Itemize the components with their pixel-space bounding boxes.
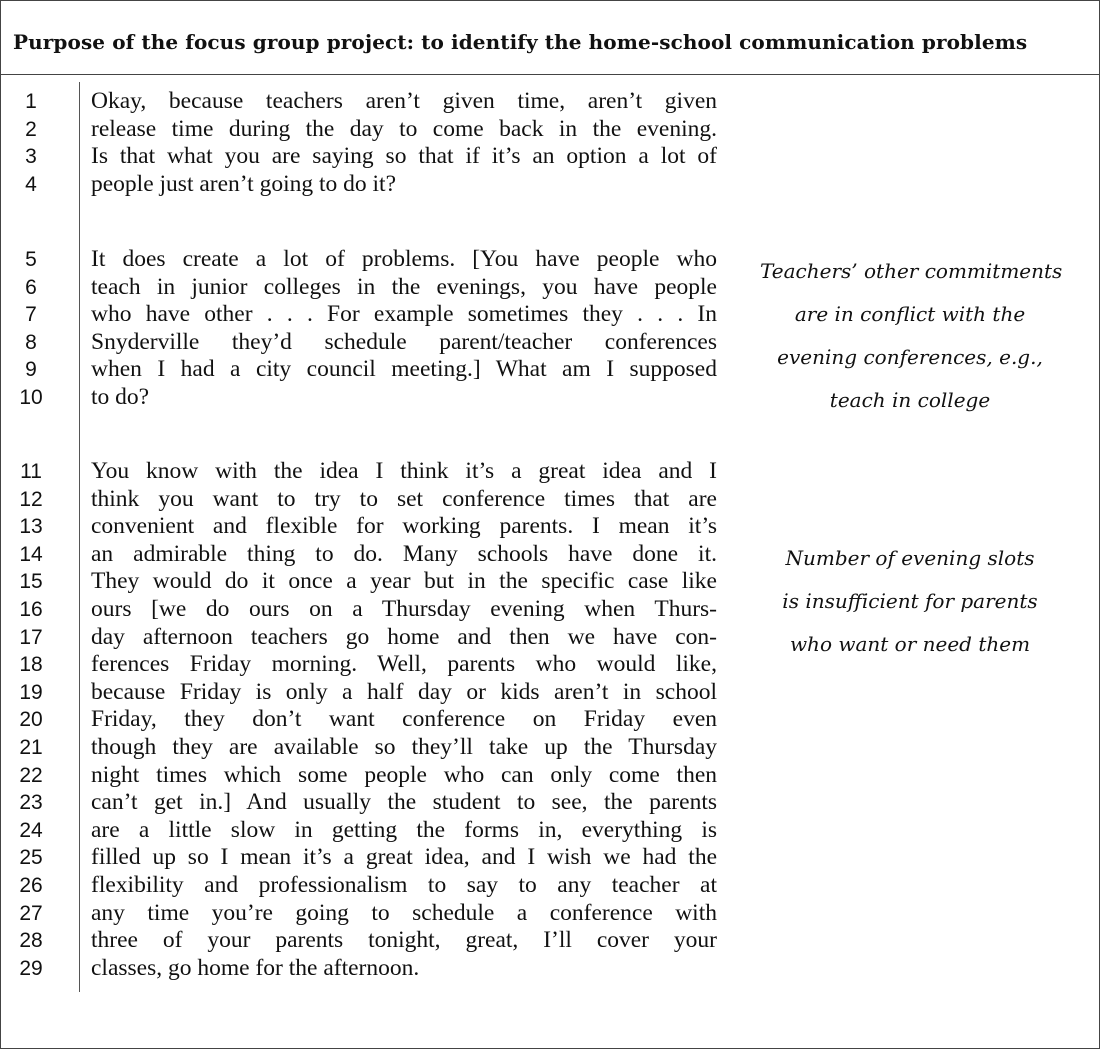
line-number: 2 <box>25 117 37 141</box>
line-numbers-block-2 <box>0 246 62 412</box>
line-number: 19 <box>19 680 43 704</box>
line-number: 29 <box>19 956 43 980</box>
transcript-line: flexibility and professionalism to say to any teacher at <box>91 871 717 898</box>
note-line: is insufficient for parents <box>782 589 1038 613</box>
transcript-line: any time you’re going to schedule a conference with <box>91 899 717 926</box>
note-line: evening conferences, e.g., <box>777 345 1043 369</box>
note-line: teach in college <box>829 388 991 412</box>
column-divider <box>79 82 80 992</box>
header-box <box>0 0 1100 75</box>
transcript-line: people just aren’t going to do it? <box>91 170 397 197</box>
line-number: 12 <box>19 487 43 511</box>
note-line: are in conflict with the <box>794 302 1026 326</box>
transcript-line: who have other . . . For example sometimes they . . . In <box>91 301 717 328</box>
transcript-line: They would do it once a year but in the specific case like <box>91 568 717 595</box>
transcript-line: ours [we do ours on a Thursday evening when Thurs- <box>91 595 717 622</box>
line-number: 1 <box>25 90 37 113</box>
line-number: 18 <box>19 653 43 677</box>
line-number: 5 <box>25 248 37 271</box>
transcript-line: night times which some people who can only come then <box>91 761 717 788</box>
line-number: 11 <box>20 460 42 483</box>
transcript-line: because Friday is only a half day or kids aren’t in school <box>91 678 717 705</box>
transcript-line: filled up so I mean it’s a great idea, and I wish we had the <box>91 844 717 871</box>
transcript-line: classes, go home for the afternoon. <box>91 954 420 981</box>
transcript-line: when I had a city council meeting.] What am I supposed <box>91 356 717 383</box>
transcript-line: You know with the idea I think it’s a great idea and I <box>91 458 717 484</box>
line-number: 20 <box>19 708 43 732</box>
line-number: 28 <box>19 929 43 953</box>
transcript-paragraph-2 <box>91 246 717 412</box>
line-number: 22 <box>19 763 43 787</box>
line-numbers-block-3 <box>0 458 62 982</box>
line-number: 4 <box>25 172 37 196</box>
line-number: 27 <box>19 901 43 925</box>
note-line: Number of evening slots <box>785 546 1035 570</box>
note-line: who want or need them <box>789 632 1031 656</box>
line-number: 17 <box>19 625 43 649</box>
transcript-line: think you want to try to set conference times that are <box>91 485 717 512</box>
line-number: 10 <box>19 385 43 409</box>
transcript-line: convenient and flexible for working parents. I mean it’s <box>91 513 717 540</box>
note-line: Teachers’ other commitments <box>760 259 1063 283</box>
transcript-line: though they are available so they’ll take up the Thursday <box>91 733 717 760</box>
line-numbers-block-1 <box>0 88 62 198</box>
line-number: 6 <box>25 275 37 299</box>
transcript-paragraph-1 <box>91 88 717 198</box>
line-number: 23 <box>19 791 43 815</box>
line-number: 13 <box>19 515 43 539</box>
transcript-line: day afternoon teachers go home and then we have con- <box>91 623 717 650</box>
transcript-line: It does create a lot of problems. [You have people who <box>91 246 717 272</box>
transcript-line: can’t get in.] And usually the student to see, the parents <box>91 789 717 816</box>
page-title: Purpose of the focus group project: to identify the home-school communication problems <box>13 30 1028 54</box>
line-number: 21 <box>19 735 43 759</box>
transcript-paragraph-3 <box>91 458 717 982</box>
line-number: 14 <box>19 542 43 566</box>
transcript-line: three of your parents tonight, great, I’ll cover your <box>91 927 717 954</box>
line-number: 25 <box>19 846 43 870</box>
transcript-line: Is that what you are saying so that if it’s an option a lot of <box>91 143 717 170</box>
transcript-line: release time during the day to come back in the evening. <box>91 115 717 142</box>
line-number: 26 <box>19 873 43 897</box>
line-number: 9 <box>25 358 37 382</box>
line-number: 7 <box>25 303 37 327</box>
line-number: 15 <box>19 570 43 594</box>
transcript-line: ferences Friday morning. Well, parents who would like, <box>91 651 717 678</box>
transcript-line: Okay, because teachers aren’t given time, aren’t given <box>91 88 717 114</box>
transcript-line: teach in junior colleges in the evenings, you have people <box>91 273 717 300</box>
transcript-line: Snyderville they’d schedule parent/teacher conferences <box>91 328 717 355</box>
transcript-line: to do? <box>91 383 150 410</box>
transcript-line: an admirable thing to do. Many schools have done it. <box>91 540 717 567</box>
transcript-line: are a little slow in getting the forms in, everything is <box>91 816 717 843</box>
transcript-line: Friday, they don’t want conference on Friday even <box>91 706 717 733</box>
line-number: 24 <box>19 818 43 842</box>
coding-note-1 <box>760 250 1063 422</box>
coding-note-2 <box>760 537 1060 666</box>
line-number: 3 <box>25 145 37 169</box>
line-number: 16 <box>19 597 43 621</box>
line-number: 8 <box>25 330 37 354</box>
